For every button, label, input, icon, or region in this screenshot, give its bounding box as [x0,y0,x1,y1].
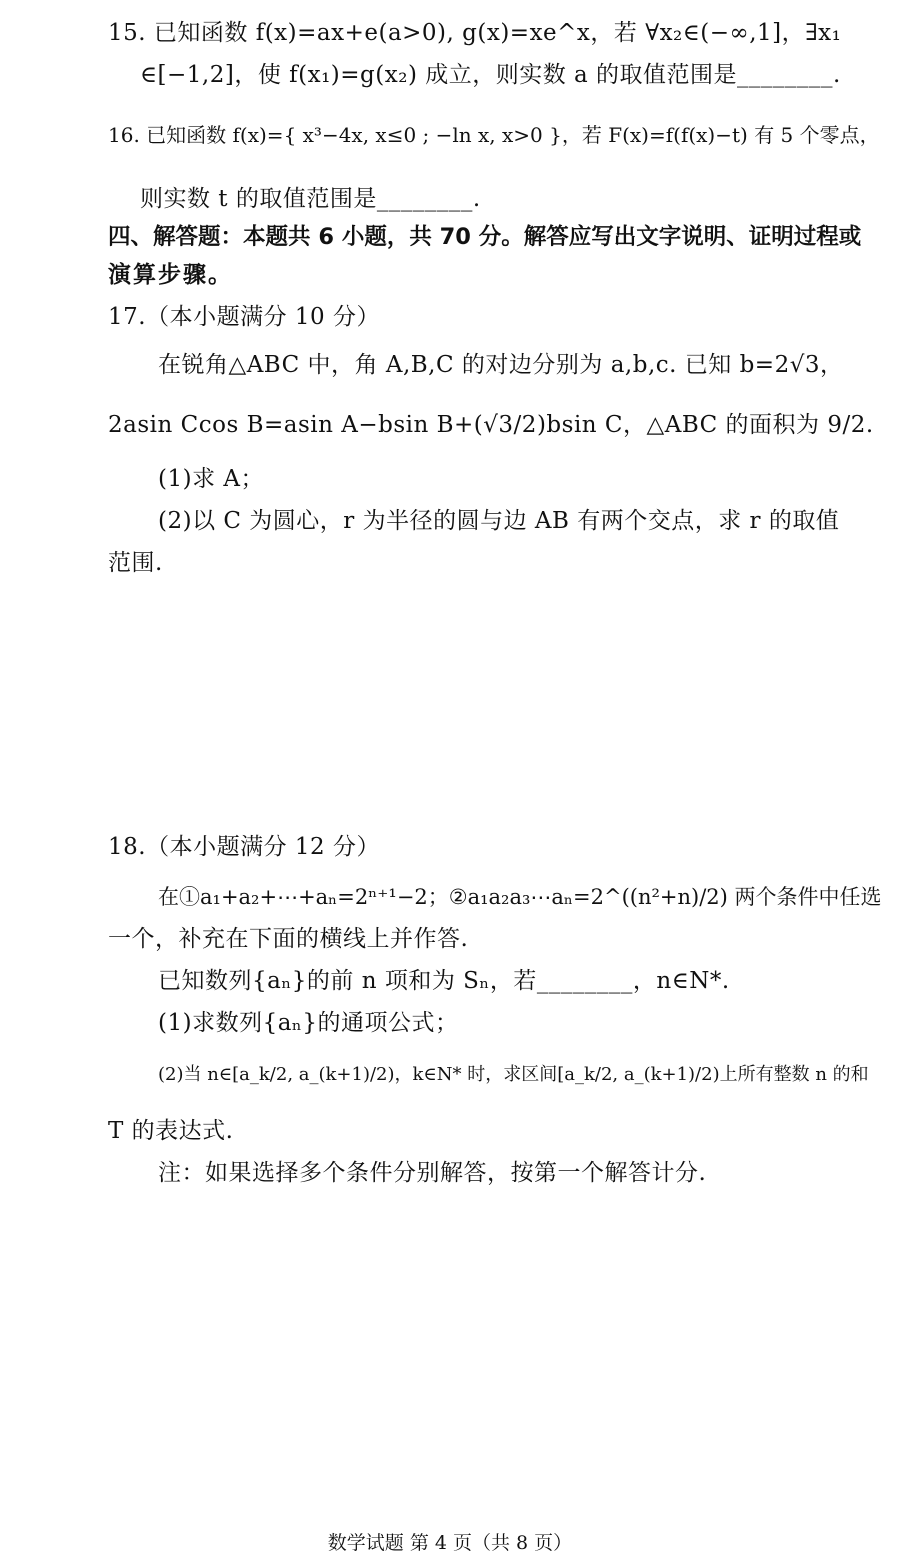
q18-given: 已知数列{aₙ}的前 n 项和为 Sₙ，若________，n∈N*. [158,968,730,994]
q17-part1: (1)求 A； [158,466,265,492]
q18-part1: (1)求数列{aₙ}的通项公式； [158,1010,459,1036]
q18-part2-line2: T 的表达式. [108,1118,234,1144]
q16-line1: 16. 已知函数 f(x)={ x³−4x, x≤0 ; −ln x, x>0 }，若 F(x)=f(f(x)−t) 有 5 个零点， [108,123,880,147]
q17-header: 17.（本小题满分 10 分） [108,304,380,330]
section4-heading-line2: 演算步骤。 [108,262,233,288]
q16-line2: 则实数 t 的取值范围是________. [140,186,481,212]
q17-part2-line2: 范围. [108,550,163,576]
q17-body-line1: 在锐角△ABC 中，角 A,B,C 的对边分别为 a,b,c. 已知 b=2√3， [158,352,844,378]
q18-part2-line1: (2)当 n∈[a_k/2, a_(k+1)/2)，k∈N* 时，求区间[a_k/2, a_(k+1)/2)上所有整数 n 的和 [158,1064,869,1085]
q18-header: 18.（本小题满分 12 分） [108,834,380,860]
q18-conditions-line2: 一个，补充在下面的横线上并作答. [108,926,469,952]
q15-line2: ∈[−1,2]，使 f(x₁)=g(x₂) 成立，则实数 a 的取值范围是________. [140,62,841,88]
section4-heading-line1: 四、解答题：本题共 6 小题，共 70 分。解答应写出文字说明、证明过程或 [108,224,862,250]
q17-part2-line1: (2)以 C 为圆心，r 为半径的圆与边 AB 有两个交点，求 r 的取值 [158,508,840,534]
q17-body-line2: 2asin Ccos B=asin A−bsin B+(√3/2)bsin C，△ABC 的面积为 9/2. [108,412,874,438]
page-footer: 数学试题 第 4 页（共 8 页） [327,1532,573,1554]
q15-line1: 15. 已知函数 f(x)=ax+e(a>0), g(x)=xe^x，若 ∀x₂∈(−∞,1]，∃x₁ [108,20,842,46]
q18-conditions-line1: 在①a₁+a₂+⋯+aₙ=2ⁿ⁺¹−2；②a₁a₂a₃⋯aₙ=2^((n²+n)/2) 两个条件中任选 [158,885,882,909]
q18-note: 注：如果选择多个条件分别解答，按第一个解答计分. [158,1160,707,1186]
